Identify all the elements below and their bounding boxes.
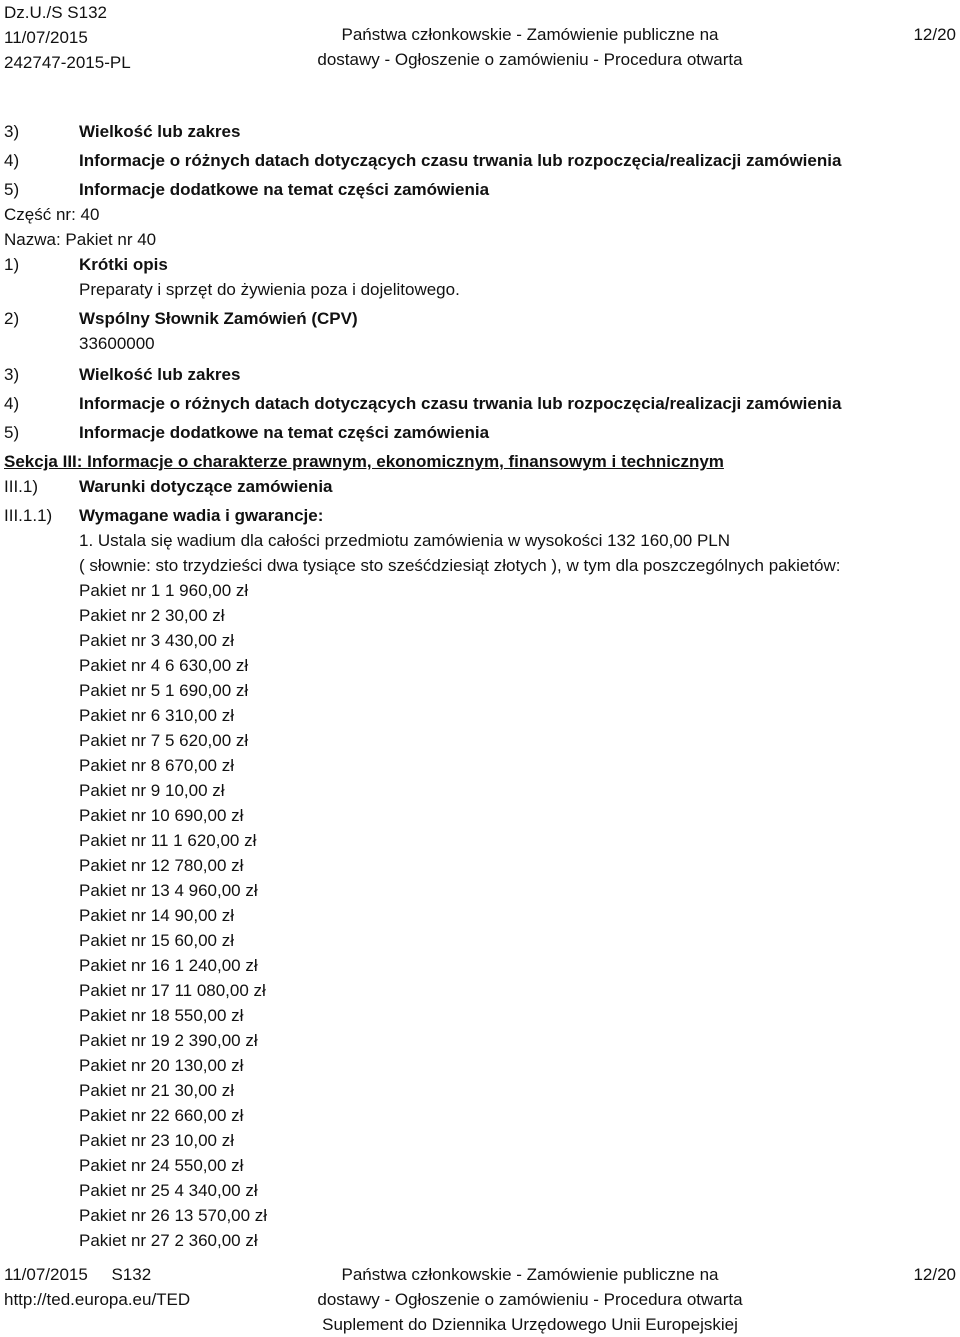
section-heading: Wielkość lub zakres xyxy=(79,122,241,141)
cpv-code: 33600000 xyxy=(79,334,155,353)
package-deposit-item: Pakiet nr 6 310,00 zł xyxy=(79,706,234,725)
package-deposit-item: Pakiet nr 3 430,00 zł xyxy=(79,631,234,650)
package-deposit-item: Pakiet nr 12 780,00 zł xyxy=(79,856,244,875)
package-deposit-item: Pakiet nr 11 1 620,00 zł xyxy=(79,831,257,850)
package-deposit-item: Pakiet nr 20 130,00 zł xyxy=(79,1056,244,1075)
package-deposit-item: Pakiet nr 25 4 340,00 zł xyxy=(79,1181,258,1200)
package-deposit-item: Pakiet nr 16 1 240,00 zł xyxy=(79,956,258,975)
package-deposit-item: Pakiet nr 7 5 620,00 zł xyxy=(79,731,249,750)
document-body: 3) Wielkość lub zakres 4) Informacje o różnych datach dotyczących czasu trwania lub rozpoczęcia/realizacji zamówienia 5) Informacje dodatkowe na temat części zamówienia Część nr: 40 Nazwa: Pakiet nr 40 1) Krótki opis Preparaty i sprzęt do żywienia poza i dojelitowego. 2) Wspólny Słownik Zamówień (CPV) 33600000 3) Wielkość lub zakres 4) Informacje o różnych datach dotyczących czasu trwania lub rozpoczęcia/realizacji zamówienia 5) Informacje dodatkowe na temat części zamówienia Sekcja III: Informacje o charakterze prawnym, ekonomicznym, finansowym i technicznym III.1) Warunki dotyczące zamówienia III.1.1) Wymagane wadia i gwarancje: 1. Ustala się wadium dla całości przedmiotu zamówienia w wysokości 132 160,00 PLN ( słownie: sto trzydzieści dwa tysiące sto sześćdziesiąt złotych ), w tym dla poszczególnych pakietów: Pakiet nr 1 1 960,00 zł Pakiet nr 2 30,00 zł Pakiet nr 3 430,00 zł Pakiet nr 4 6 630,00 zł Pakiet nr 5 1 690,00 zł Pakiet nr 6 310,00 zł Pakiet nr 7 5 620,00 zł Pakiet nr 8 670,00 zł Pakiet nr 9 10,00 zł Pakiet nr 10 690,00 zł Pakiet nr 11 1 620,00 zł Pakiet nr 12 780,00 zł Pakiet nr 13 4 960,00 zł Pakiet nr 14 90,00 zł Pakiet nr 15 60,00 zł Pakiet nr 16 1 240,00 zł Pakiet nr 17 11 080,00 zł Pakiet nr 18 550,00 zł Pakiet nr 19 2 390,00 zł Pakiet nr 20 130,00 zł Pakiet nr 21 30,00 zł Pakiet nr 22 660,00 zł Pakiet nr 23 10,00 zł Pakiet nr 24 550,00 zł Pakiet nr 25 4 340,00 zł Pakiet nr 26 13 570,00 zł Pakiet nr 27 2 360,00 zł xyxy=(0,119,960,1253)
package-deposit-item: Pakiet nr 24 550,00 zł xyxy=(79,1156,244,1175)
header-date: 11/07/2015 xyxy=(4,28,88,47)
package-deposit-item: Pakiet nr 22 660,00 zł xyxy=(79,1106,244,1125)
footer-url[interactable]: http://ted.europa.eu/TED xyxy=(4,1290,191,1309)
footer-title: Państwa członkowskie - Zamówienie publiczne na dostawy - Ogłoszenie o zamówieniu - Procedura otwarta Suplement do Dziennika Urzędowego Unii Europejskiej xyxy=(317,1265,743,1334)
header-title: Państwa członkowskie - Zamówienie publiczne na dostawy - Ogłoszenie o zamówieniu - Procedura otwarta xyxy=(317,25,743,69)
header-notice-id: 242747-2015-PL xyxy=(4,53,131,72)
page-header xyxy=(0,0,960,70)
section-heading: Informacje o różnych datach dotyczących czasu trwania lub rozpoczęcia/realizacji zamówienia xyxy=(79,394,842,413)
footer-reference xyxy=(4,1262,190,1312)
footer-page-number: 12/20 xyxy=(913,1265,956,1284)
footer-issue: S132 xyxy=(111,1265,152,1284)
deposit-paragraph: 1. Ustala się wadium dla całości przedmiotu zamówienia w wysokości 132 160,00 PLN xyxy=(79,531,731,550)
package-deposit-item: Pakiet nr 18 550,00 zł xyxy=(79,1006,244,1025)
package-deposit-item: Pakiet nr 10 690,00 zł xyxy=(79,806,244,825)
page-footer xyxy=(0,1262,960,1334)
header-reference xyxy=(4,0,131,75)
part-number: Część nr: 40 xyxy=(4,205,100,224)
package-deposit-item: Pakiet nr 4 6 630,00 zł xyxy=(79,656,249,675)
deposits-heading: Wymagane wadia i gwarancje: xyxy=(79,506,324,525)
section-heading: Wielkość lub zakres xyxy=(79,365,241,384)
package-deposit-item: Pakiet nr 17 11 080,00 zł xyxy=(79,981,266,1000)
package-deposit-item: Pakiet nr 19 2 390,00 zł xyxy=(79,1031,258,1050)
package-deposit-item: Pakiet nr 23 10,00 zł xyxy=(79,1131,234,1150)
section-heading: Informacje o różnych datach dotyczących czasu trwania lub rozpoczęcia/realizacji zamówienia xyxy=(79,151,842,170)
package-deposit-item: Pakiet nr 26 13 570,00 zł xyxy=(79,1206,268,1225)
header-page-number: 12/20 xyxy=(913,25,956,44)
section-heading: Informacje dodatkowe na temat części zamówienia xyxy=(79,423,490,442)
package-list xyxy=(0,578,960,1253)
package-deposit-item: Pakiet nr 1 1 960,00 zł xyxy=(79,581,249,600)
section-iii-title: Sekcja III: Informacje o charakterze prawnym, ekonomicznym, finansowym i technicznym xyxy=(4,452,724,471)
short-description-heading: Krótki opis xyxy=(79,255,168,274)
footer-date: 11/07/2015 xyxy=(4,1265,88,1284)
header-journal-ref: Dz.U./S S132 xyxy=(4,3,107,22)
short-description-text: Preparaty i sprzęt do żywienia poza i dojelitowego. xyxy=(79,280,460,299)
package-deposit-item: Pakiet nr 9 10,00 zł xyxy=(79,781,225,800)
cpv-heading: Wspólny Słownik Zamówień (CPV) xyxy=(79,309,358,328)
section-heading: Informacje dodatkowe na temat części zamówienia xyxy=(79,180,490,199)
package-deposit-item: Pakiet nr 8 670,00 zł xyxy=(79,756,234,775)
package-deposit-item: Pakiet nr 5 1 690,00 zł xyxy=(79,681,249,700)
package-deposit-item: Pakiet nr 21 30,00 zł xyxy=(79,1081,234,1100)
package-deposit-item: Pakiet nr 15 60,00 zł xyxy=(79,931,234,950)
package-deposit-item: Pakiet nr 2 30,00 zł xyxy=(79,606,225,625)
package-deposit-item: Pakiet nr 13 4 960,00 zł xyxy=(79,881,258,900)
package-deposit-item: Pakiet nr 14 90,00 zł xyxy=(79,906,234,925)
conditions-heading: Warunki dotyczące zamówienia xyxy=(79,477,333,496)
deposit-paragraph: ( słownie: sto trzydzieści dwa tysiące sto sześćdziesiąt złotych ), w tym dla poszczególnych pakietów: xyxy=(79,556,841,575)
part-name: Nazwa: Pakiet nr 40 xyxy=(4,230,157,249)
package-deposit-item: Pakiet nr 27 2 360,00 zł xyxy=(79,1231,258,1250)
